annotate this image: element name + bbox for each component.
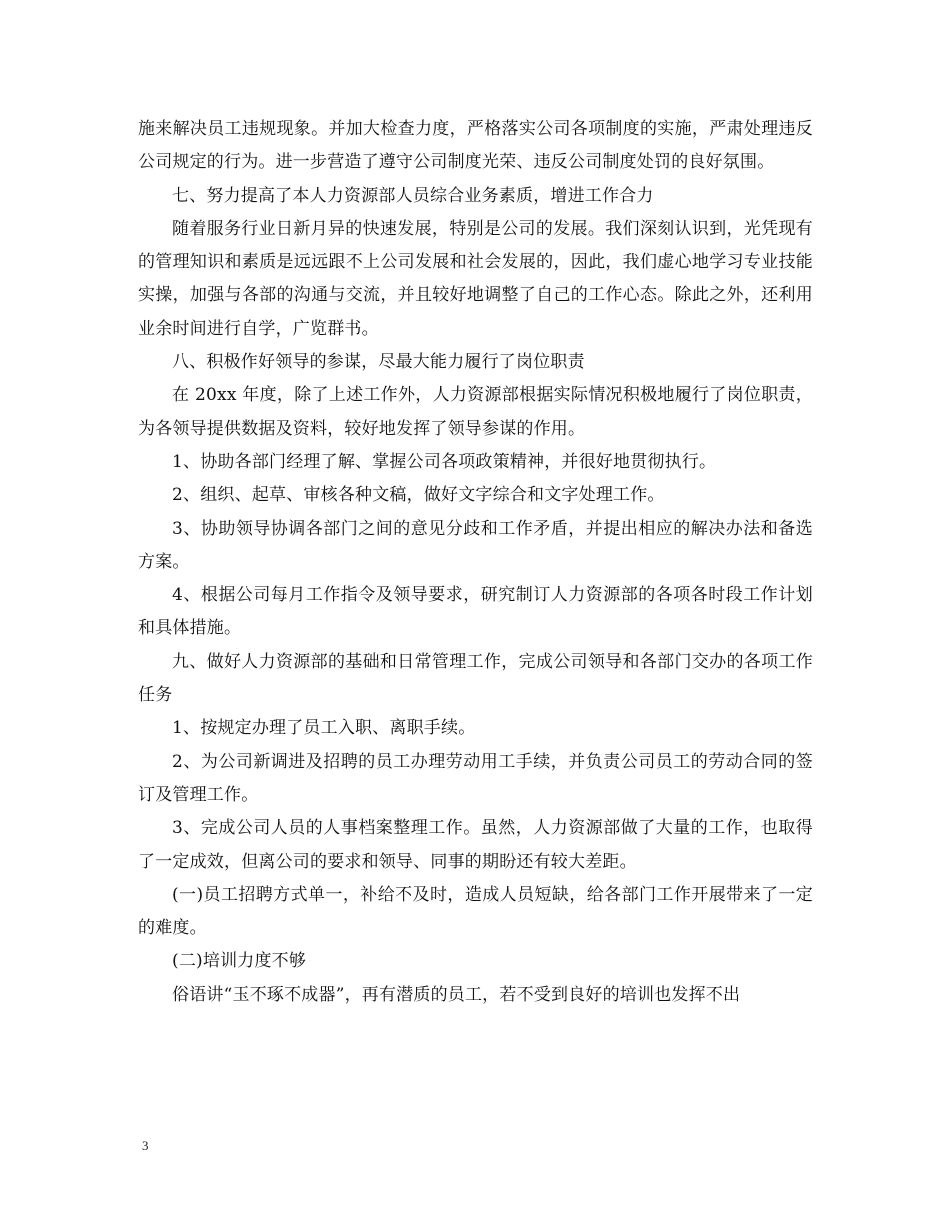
list-item-5: 1、按规定办理了员工入职、离职手续。 bbox=[172, 718, 476, 739]
section-heading-7: 七、努力提高了本人力资源部人员综合业务素质，增进工作合力 bbox=[172, 185, 654, 206]
paragraph-1: 施来解决员工违规现象。并加大检查力度，严格落实公司各项制度的实施，严肃处理违反公司规定的行为。进一步营造了遵守公司制度光荣、违反公司制度处罚的良好氛围。 bbox=[138, 119, 813, 173]
section-heading-9: 九、做好人力资源部的基础和日常管理工作，完成公司领导和各部门交办的各项工作任务 bbox=[138, 651, 813, 706]
list-item-4: 4、根据公司每月工作指令及领导要求，研究制订人力资源部的各项各时段工作计划和具体措施。 bbox=[138, 585, 813, 639]
section-heading-8: 八、积极作好领导的参谋，尽最大能力履行了岗位职责 bbox=[172, 352, 585, 373]
list-item-3: 3、协助领导协调各部门之间的意见分歧和工作矛盾，并提出相应的解决办法和备选方案。 bbox=[138, 518, 813, 572]
paragraph-16: 俗语讲“玉不琢不成器”，再有潜质的员工，若不受到良好的培训也发挥不出 bbox=[172, 984, 741, 1005]
paragraph-5: 在 20xx 年度，除了上述工作外，人力资源部根据实际情况积极地履行了岗位职责，为各领导提供数据及资料，较好地发挥了领导参谋的作用。 bbox=[138, 385, 813, 439]
list-item-6: 2、为公司新调进及招聘的员工办理劳动用工手续，并负责公司员工的劳动合同的签订及管理工作。 bbox=[138, 751, 813, 805]
list-item-1: 1、协助各部门经理了解、掌握公司各项政策精神，并很好地贯彻执行。 bbox=[172, 451, 717, 472]
list-item-2: 2、组织、起草、审核各种文稿，做好文字综合和文字处理工作。 bbox=[172, 485, 665, 506]
document-body bbox=[138, 113, 813, 1012]
paragraph-3: 随着服务行业日新月异的快速发展，特别是公司的发展。我们深刻认识到，光凭现有的管理知识和素质是远远跟不上公司发展和社会发展的，因此，我们虚心地学习专业技能实操，加强与各部的沟通与交流，并且较好地调整了自己的工作心态。除此之外，还利用业余时间进行自学，广览群书。 bbox=[138, 218, 813, 339]
page-number: 3 bbox=[142, 1138, 149, 1153]
list-item-7: 3、完成公司人员的人事档案整理工作。虽然，人力资源部做了大量的工作，也取得了一定成效，但离公司的要求和领导、同事的期盼还有较大差距。 bbox=[138, 818, 813, 872]
subsection-1: (一)员工招聘方式单一，补给不及时，造成人员短缺，给各部门工作开展带来了一定的难度。 bbox=[138, 884, 813, 939]
subsection-2-heading: (二)培训力度不够 bbox=[172, 951, 307, 972]
